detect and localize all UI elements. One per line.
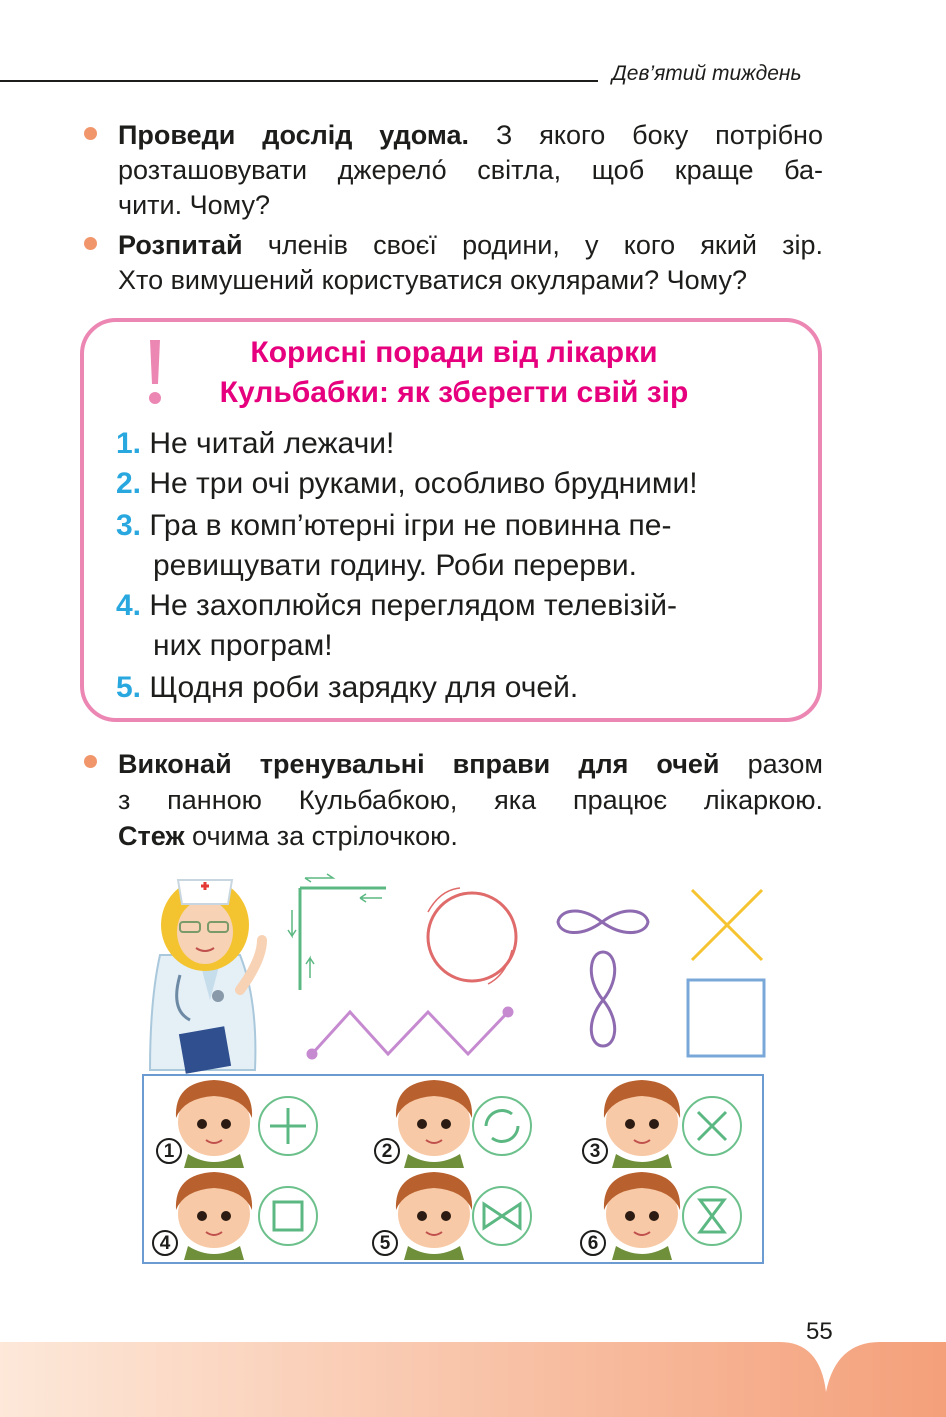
face-4	[176, 1172, 252, 1260]
bullet-bold: Розпитай	[118, 230, 243, 260]
exercise-number: 1	[156, 1138, 182, 1164]
rotate-icon	[473, 1097, 531, 1155]
exercise-number: 6	[580, 1230, 606, 1256]
exercise-number: 5	[372, 1230, 398, 1256]
tips-title-line2: Кульбабки: як зберегти свій зір	[219, 376, 689, 409]
bullet-ask-family: Розпитай членів своєї родини, у кого який зір. Хто вимушений користуватися окулярами? Чому?	[118, 228, 823, 298]
footer-band	[0, 1342, 946, 1417]
bullet-bold: Проведи дослід удома.	[118, 120, 470, 150]
exercise-panel	[142, 1074, 764, 1264]
corner-path-diagram	[288, 874, 386, 990]
running-head: Дев’ятий тиждень	[612, 62, 802, 85]
exercise-faces	[144, 1076, 762, 1262]
tips-title-line1: Корисні поради від лікарки	[250, 336, 658, 369]
infinity-vertical-diagram	[591, 952, 614, 1046]
circle-path-diagram	[428, 888, 516, 984]
zigzag-path-diagram	[308, 1008, 512, 1058]
exercise-number: 2	[374, 1138, 400, 1164]
face-5	[396, 1172, 472, 1260]
tip-item: 4. Не захоплюйся переглядом телевізій- них програм!	[116, 589, 677, 662]
face-3	[604, 1080, 680, 1168]
tip-item: 3. Гра в комп’ютерні ігри не повинна пе- ревищувати годину. Роби перерви.	[116, 509, 672, 582]
diagonal-cross-diagram	[692, 890, 762, 960]
square-path-diagram	[688, 980, 764, 1056]
exercise-number: 3	[582, 1138, 608, 1164]
tip-item: 1. Не читай лежачи!	[116, 427, 395, 460]
doctor-illustration	[150, 879, 262, 1074]
bullet-exercise: Виконай тренувальні вправи для очей разом з панною Кульбабкою, яка працює лікаркою. Стеж очима за стрілочкою.	[118, 746, 823, 854]
face-2	[396, 1080, 472, 1168]
face-6	[604, 1172, 680, 1260]
tip-item: 5. Щодня роби зарядку для очей.	[116, 671, 579, 704]
bullet-bold: Виконай тренувальні вправи для очей	[118, 749, 720, 779]
page-number: 55	[806, 1318, 833, 1345]
exercise-number: 4	[152, 1230, 178, 1256]
square-icon	[259, 1187, 317, 1245]
face-1	[176, 1080, 252, 1168]
tip-item: 2. Не три очі руками, особливо брудними!	[116, 467, 698, 500]
bullet-experiment: Проведи дослід удома. З якого боку потрібно розташовувати джерело́ світла, щоб краще ба- чити. Чому?	[118, 118, 823, 223]
infinity-horizontal-diagram	[558, 911, 648, 933]
